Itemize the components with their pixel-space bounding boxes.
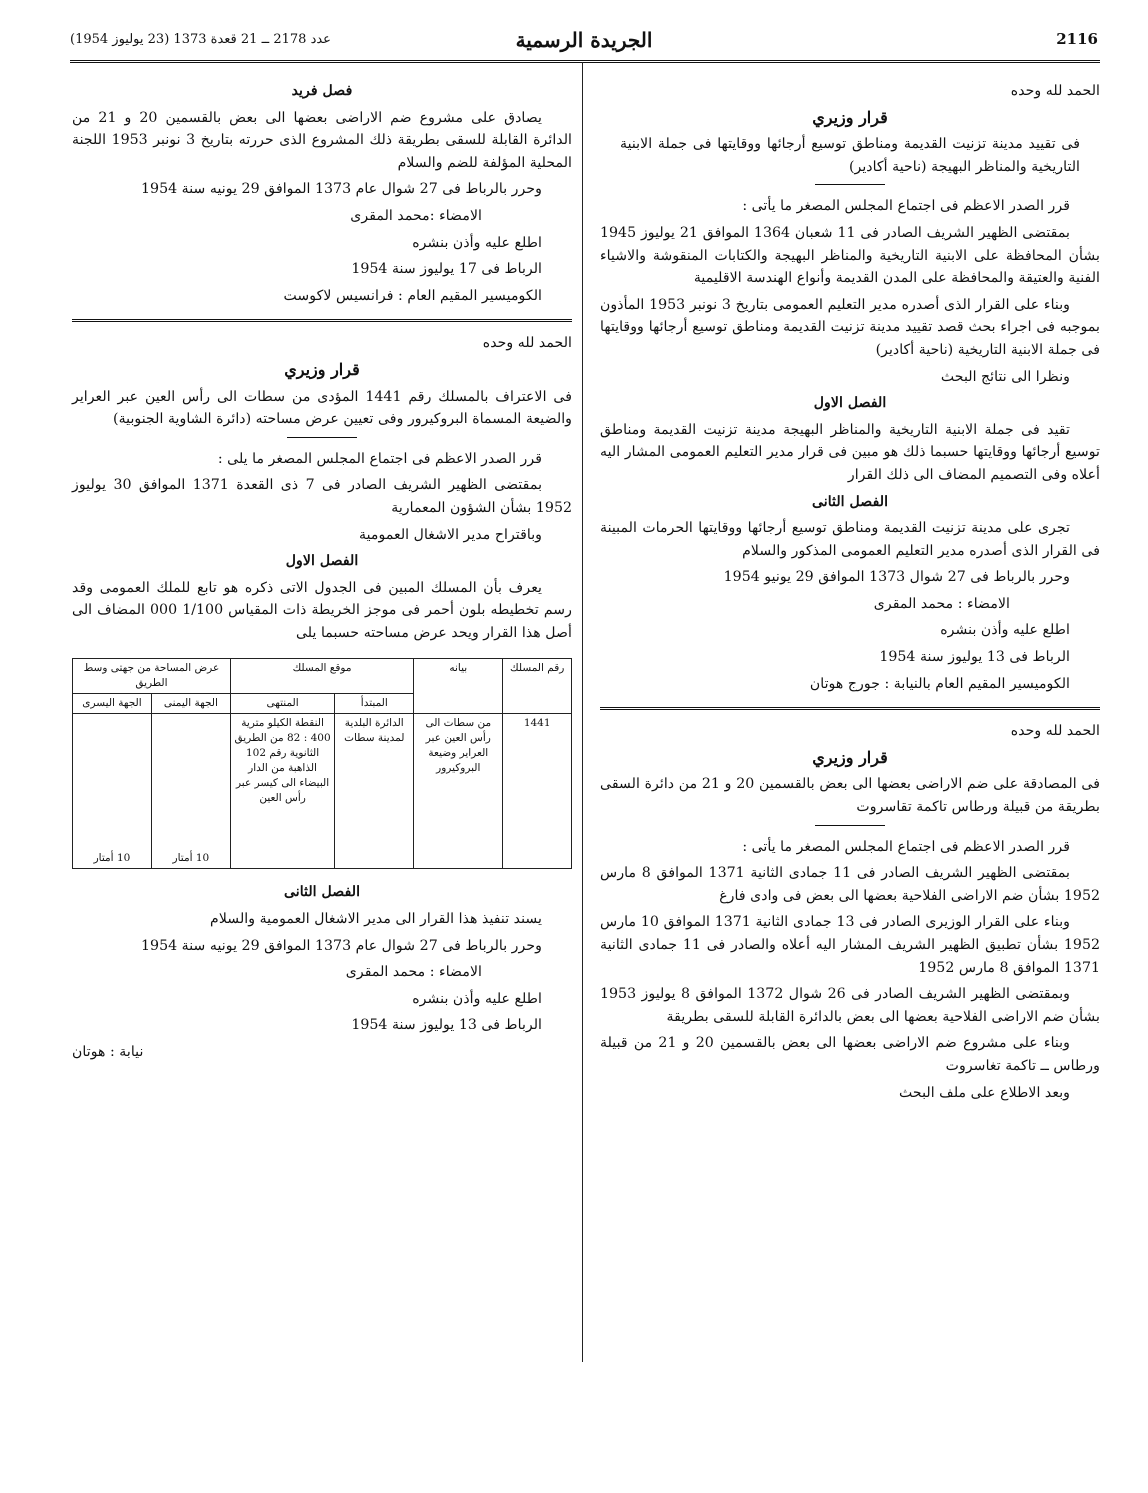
d3-done-at: وحرر بالرباط فى 27 شوال عام 1373 الموافق 29 يونيه سنة 1954 xyxy=(141,937,542,954)
d3-praise: الحمد لله وحده xyxy=(482,335,572,352)
d1-para-2: وبناء على القرار الذى أصدره مدير التعليم العمومى بتاريخ 3 نونبر 1953 المأذون بموجبه فى اجراء بحث قصد تقييد مدينة تزنيت القديمة ومناطق توسيع أرجائها ووقايتها فى جملة الابنية التاريخية (ناحية أكادير) xyxy=(600,296,1100,358)
col-header-start: المبتدأ xyxy=(335,694,414,714)
d3-para-1: بمقتضى الظهير الشريف الصادر فى 7 ذى القعدة 1371 الموافق 30 يوليوز 1952 بشأن الشؤون المعمارية xyxy=(72,477,572,516)
d1-resident: الكوميسير المقيم العام بالنيابة : جورج هوتان xyxy=(809,675,1070,692)
d1-seen-date: الرباط فى 13 يوليوز سنة 1954 xyxy=(879,649,1070,666)
d3-para-2: وباقتراح مدير الاشغال العمومية xyxy=(359,526,542,543)
d2-para-5: وبعد الاطلاع على ملف البحث xyxy=(899,1084,1070,1101)
cell-left-side: 10 أمتار xyxy=(73,714,152,869)
d2-para-4: وبناء على مشروع ضم الاراضى بعضها الى بعض بالقسمين 20 و 21 من قبيلة ورطاس ــ تاكمة تغاسروت xyxy=(600,1035,1100,1074)
d3-article-2: يسند تنفيذ هذا القرار الى مدير الاشغال العمومية والسلام xyxy=(210,911,542,928)
d3-article-1-heading: الفصل الاول xyxy=(285,553,359,570)
cell-right-side: 10 أمتار xyxy=(151,714,230,869)
d1-done-at: وحرر بالرباط فى 27 شوال 1373 الموافق 29 يونيو 1954 xyxy=(723,569,1070,586)
d3-short-rule xyxy=(287,437,357,438)
column-divider xyxy=(582,62,583,1362)
d3-subject: فى الاعتراف بالمسلك رقم 1441 المؤدى من سطات الى رأس العين عبر العراير والضيعة المسماة البروكيرور وفى تعيين عرض مساحته (دائرة الشاوية الجنوبية) xyxy=(72,388,572,428)
page-number: 2116 xyxy=(1056,30,1098,48)
page-header xyxy=(70,28,1098,58)
d1-para-3: ونظرا الى نتائج البحث xyxy=(940,368,1070,385)
d3-seen-date: الرباط فى 13 يوليوز سنة 1954 xyxy=(351,1017,542,1034)
decree-separator xyxy=(600,707,1100,710)
table-row xyxy=(73,714,572,869)
d3-proxy: نيابة : هوتان xyxy=(72,1044,144,1061)
d1-article-2: تجرى على مدينة تزنيت القديمة ومناطق توسيع أرجائها ووقايتها الحرمات المبينة فى القرار الذى أصدره مدير التعليم العمومى المذكور والسلام xyxy=(600,520,1100,559)
d1-para-1: بمقتضى الظهير الشريف الصادر فى 11 شعبان 1364 الموافق 21 يوليوز 1945 بشأن المحافظة على الابنية التاريخية والمناظر البهيجة والكتابات المنقوشة والاشياء الفنية والعتيقة والمحافظة على المدن القديمة وأنواع الهندسة الاقليمية xyxy=(600,224,1100,287)
d2-subject: فى المصادقة على ضم الاراضى بعضها الى بعض بالقسمين 20 و 21 من دائرة السقى بطريقة من قبيلة ورطاس تاكمة تقاسروت xyxy=(600,776,1100,816)
d1-seen: اطلع عليه وأذن بنشره xyxy=(940,622,1070,639)
cont-seen-date: الرباط فى 17 يوليوز سنة 1954 xyxy=(351,261,542,278)
d3-seen: اطلع عليه وأذن بنشره xyxy=(412,990,542,1007)
cont-signature: الامضاء :محمد المقرى xyxy=(350,207,482,224)
d1-short-rule xyxy=(815,184,885,185)
d1-signature: الامضاء : محمد المقرى xyxy=(873,595,1010,612)
d2-para-1: بمقتضى الظهير الشريف الصادر فى 11 جمادى الثانية 1371 الموافق 8 مارس 1952 بشأن ضم الاراضى الفلاحية بعضها الى بعض فى وادى فارغ xyxy=(600,865,1100,904)
cont-done-at: وحرر بالرباط فى 27 شوال عام 1373 الموافق 29 يونيه سنة 1954 xyxy=(141,181,542,198)
d3-intro: قرر الصدر الاعظم فى اجتماع المجلس المصغر ما يلى : xyxy=(217,450,542,467)
col-header-end: المنتهى xyxy=(230,694,335,714)
d1-praise: الحمد لله وحده xyxy=(1010,83,1100,99)
d3-title: قرار وزيري xyxy=(284,359,360,379)
road-table xyxy=(72,658,572,869)
d1-article-1-heading: الفصل الاول xyxy=(813,395,887,412)
cont-seen: اطلع عليه وأذن بنشره xyxy=(412,234,542,251)
decree-separator-left xyxy=(72,319,572,322)
d3-article-2-heading: الفصل الثانى xyxy=(283,884,361,901)
d3-signature: الامضاء : محمد المقرى xyxy=(345,964,482,981)
col-header-number: رقم المسلك xyxy=(503,659,572,714)
col-header-right-side: الجهة اليمنى xyxy=(151,694,230,714)
right-column xyxy=(600,70,1100,1108)
d2-intro: قرر الصدر الاعظم فى اجتماع المجلس المصغر ما يأتى : xyxy=(742,838,1070,855)
d3-article-1: يعرف بأن المسلك المبين فى الجدول الاتى ذكره هو تابع للملك العمومى وقد رسم تخطيطه بلون أحمر فى موجز الخريطة ذات المقياس 1/100 000 المضاف الى أصل هذا القرار ويحد عرض مساحته حسبما يلى xyxy=(72,579,573,641)
cont-article: يصادق على مشروع ضم الاراضى بعضها الى بعض بالقسمين 20 و 21 من الدائرة القابلة للسقى بطريقة ذلك المشروع الذى حررته بتاريخ 3 نونبر 1953 اللجنة المحلية المؤلفة للضم والسلام xyxy=(72,109,572,171)
cont-resident: الكوميسير المقيم العام : فرانسيس لاكوست xyxy=(283,287,542,304)
d1-article-1: تقيد فى جملة الابنية التاريخية والمناظر البهيجة مدينة تزنيت القديمة ومناطق توسيع أرجائها ووقايتها حسبما ذلك هو مبين فى قرار مدير التعليم العمومى المشار اليه أعلاه وفى التصميم المضاف الى ذلك القرار xyxy=(600,421,1100,483)
d2-praise: الحمد لله وحده xyxy=(1010,723,1100,740)
d2-para-2: وبناء على القرار الوزيرى الصادر فى 13 جمادى الثانية 1371 الموافق 10 مارس 1952 بشأن تطبيق الظهير الشريف المشار اليه أعلاه والصادر فى 11 جمادى الثانية 1371 الموافق 8 مارس 1952 xyxy=(600,914,1100,976)
d1-article-2-heading: الفصل الثانى xyxy=(811,493,889,510)
d2-short-rule xyxy=(815,825,885,826)
cell-end: النقطة الكيلو مترية 400 : 82 من الطريق الثانوية رقم 102 الذاهبة من الدار البيضاء الى كيسر عبر رأس العين xyxy=(230,714,335,869)
cont-article-heading: فصل فريد xyxy=(291,83,353,99)
col-header-width: عرض المساحة من جهتى وسط الطريق xyxy=(73,659,231,694)
d2-para-3: وبمقتضى الظهير الشريف الصادر فى 26 شوال 1372 الموافق 8 يوليوز 1953 بشأن ضم الاراضى الفلاحية بعضها الى بعض بالدائرة القابلة للسقى بطريقة xyxy=(600,986,1100,1025)
col-header-location: موقع المسلك xyxy=(230,659,413,694)
header-rule xyxy=(70,60,1100,63)
cell-number: 1441 xyxy=(503,714,572,869)
issue-info: عدد 2178 ــ 21 قعدة 1373 (23 يوليوز 1954) xyxy=(70,32,331,47)
gazette-title: الجريدة الرسمية xyxy=(515,28,653,52)
cell-start: الدائرة البلدية لمدينة سطات xyxy=(335,714,414,869)
cell-description: من سطات الى رأس العين عبر العراير وضيعة البروكيرور xyxy=(414,714,503,869)
d1-title: قرار وزيري xyxy=(812,107,888,127)
d1-intro: قرر الصدر الاعظم فى اجتماع المجلس المصغر ما يأتى : xyxy=(742,198,1070,215)
d2-title: قرار وزيري xyxy=(812,747,888,767)
col-header-left-side: الجهة اليسرى xyxy=(73,694,152,714)
d1-subject: فى تقييد مدينة تزنيت القديمة ومناطق توسيع أرجائها ووقايتها فى جملة الابنية التاريخية والمناظر البهيجة (ناحية أكادير) xyxy=(620,136,1080,175)
left-column xyxy=(72,70,572,1068)
col-header-description: بيانه xyxy=(414,659,503,714)
